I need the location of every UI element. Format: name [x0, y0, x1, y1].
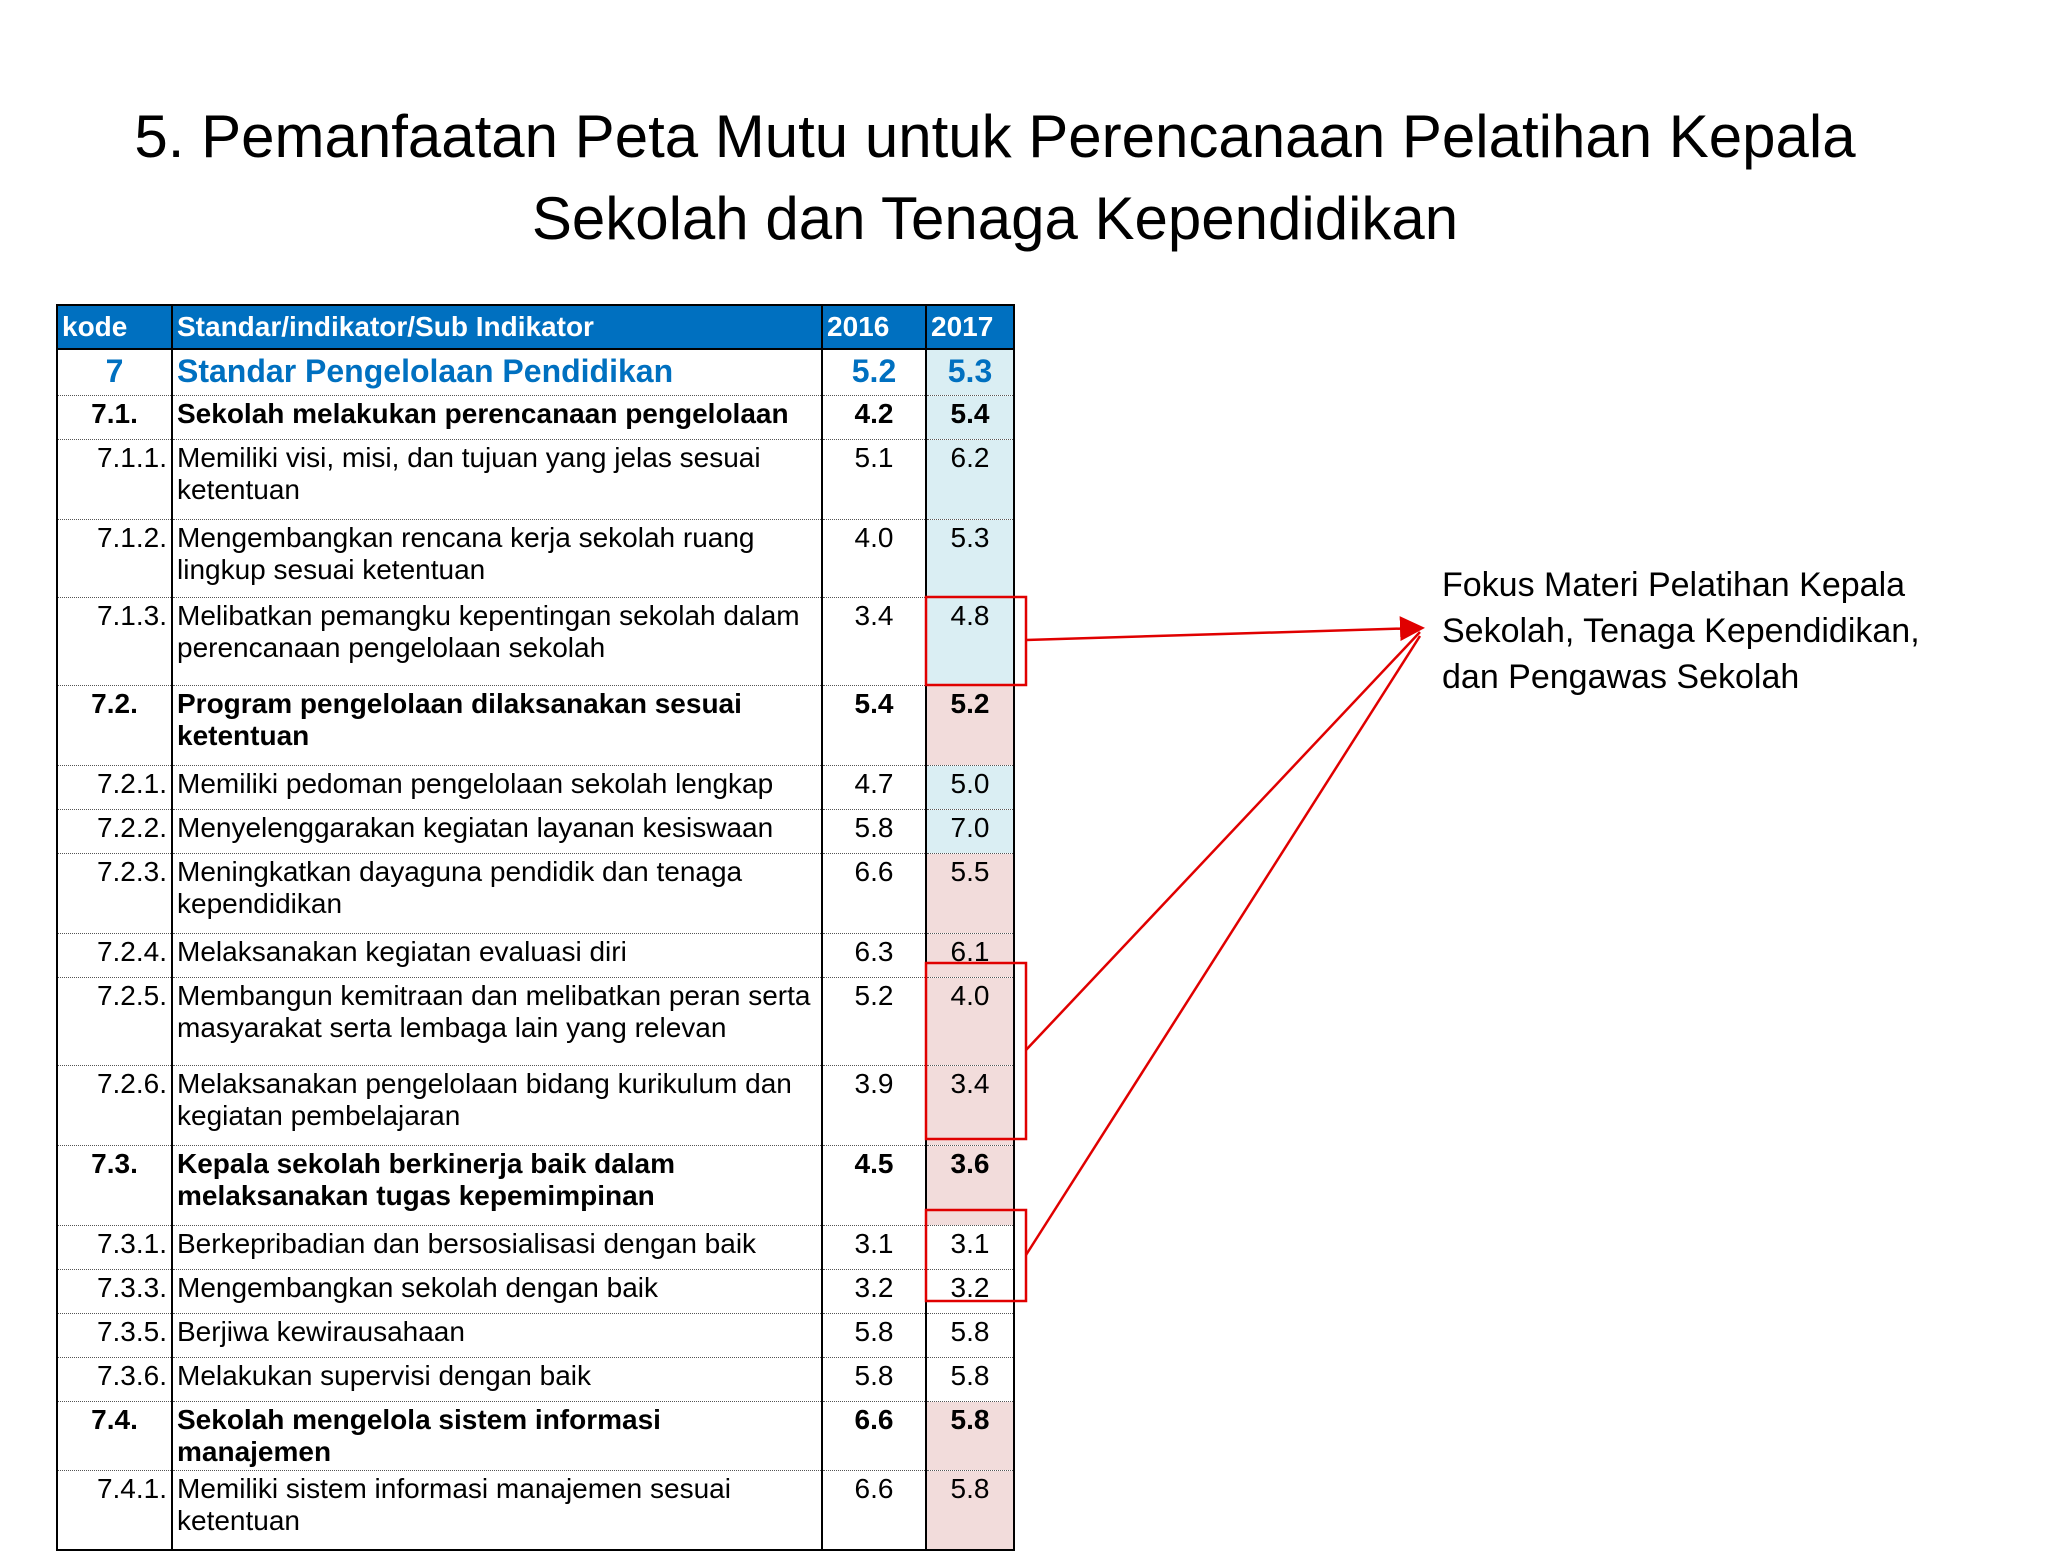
row-value-2017: 3.6: [926, 1145, 1014, 1225]
row-kode: 7.2.2.: [57, 809, 172, 853]
slide-title-line-1: 5. Pemanfaatan Peta Mutu untuk Perencanaan Pelatihan Kepala: [134, 103, 1856, 170]
row-kode: 7.1.1.: [57, 439, 172, 519]
row-value-2017: 5.8: [926, 1313, 1014, 1357]
row-value-2016: 6.6: [822, 1470, 926, 1550]
row-label: Melaksanakan kegiatan evaluasi diri: [172, 933, 822, 977]
header-kode: kode: [57, 305, 172, 349]
row-value-2017: 3.2: [926, 1269, 1014, 1313]
row-value-2017: 5.8: [926, 1470, 1014, 1550]
row-kode: 7.2.3.: [57, 853, 172, 933]
row-value-2017: 5.2: [926, 685, 1014, 765]
row-value-2016: 3.4: [822, 597, 926, 685]
row-label: Memiliki sistem informasi manajemen sesuai ketentuan: [172, 1470, 822, 1550]
row-label: Melibatkan pemangku kepentingan sekolah dalam perencanaan pengelolaan sekolah: [172, 597, 822, 685]
row-value-2016: 5.8: [822, 809, 926, 853]
row-kode: 7: [57, 349, 172, 395]
row-kode: 7.1.3.: [57, 597, 172, 685]
row-value-2016: 5.2: [822, 977, 926, 1065]
row-label: Berjiwa kewirausahaan: [172, 1313, 822, 1357]
row-kode: 7.4.1.: [57, 1470, 172, 1550]
row-value-2017: 5.5: [926, 853, 1014, 933]
row-value-2017: 3.1: [926, 1225, 1014, 1269]
row-label: Melaksanakan pengelolaan bidang kurikulum dan kegiatan pembelajaran: [172, 1065, 822, 1145]
focus-callout-line-1: Fokus Materi Pelatihan Kepala: [1442, 566, 1906, 604]
row-kode: 7.3.1.: [57, 1225, 172, 1269]
row-label: Mengembangkan rencana kerja sekolah ruang lingkup sesuai ketentuan: [172, 519, 822, 597]
highlight-box-7-2-5-7-2-6: [926, 963, 1026, 1139]
row-value-2017: 5.8: [926, 1357, 1014, 1401]
row-value-2016: 5.2: [822, 349, 926, 395]
row-value-2016: 4.2: [822, 395, 926, 439]
header-standar: Standar/indikator/Sub Indikator: [172, 305, 822, 349]
header-2016: 2016: [822, 305, 926, 349]
row-value-2016: 5.8: [822, 1357, 926, 1401]
row-value-2016: 4.7: [822, 765, 926, 809]
row-label: Meningkatkan dayaguna pendidik dan tenaga kependidikan: [172, 853, 822, 933]
row-label: Kepala sekolah berkinerja baik dalam melaksanakan tugas kepemimpinan: [172, 1145, 822, 1225]
row-label: Memiliki visi, misi, dan tujuan yang jelas sesuai ketentuan: [172, 439, 822, 519]
row-kode: 7.1.2.: [57, 519, 172, 597]
arrow-line-3: [1026, 636, 1420, 1255]
row-value-2017: 6.1: [926, 933, 1014, 977]
row-label: Memiliki pedoman pengelolaan sekolah lengkap: [172, 765, 822, 809]
row-value-2017: 4.8: [926, 597, 1014, 685]
row-value-2016: 5.4: [822, 685, 926, 765]
row-kode: 7.4.: [57, 1401, 172, 1470]
row-value-2017: 5.3: [926, 349, 1014, 395]
highlight-box-7-1-3: [926, 597, 1026, 685]
row-value-2016: 4.5: [822, 1145, 926, 1225]
row-label: Melakukan supervisi dengan baik: [172, 1357, 822, 1401]
row-value-2016: 6.3: [822, 933, 926, 977]
row-kode: 7.2.6.: [57, 1065, 172, 1145]
row-value-2017: 5.4: [926, 395, 1014, 439]
row-label: Menyelenggarakan kegiatan layanan kesiswaan: [172, 809, 822, 853]
row-kode: 7.2.: [57, 685, 172, 765]
row-label: Sekolah melakukan perencanaan pengelolaan: [172, 395, 822, 439]
row-value-2017: 6.2: [926, 439, 1014, 519]
header-2017: 2017: [926, 305, 1014, 349]
row-kode: 7.3.5.: [57, 1313, 172, 1357]
row-label: Standar Pengelolaan Pendidikan: [172, 349, 822, 395]
row-label: Sekolah mengelola sistem informasi manajemen: [172, 1401, 822, 1470]
row-value-2016: 4.0: [822, 519, 926, 597]
row-value-2017: 5.8: [926, 1401, 1014, 1470]
row-label: Berkepribadian dan bersosialisasi dengan baik: [172, 1225, 822, 1269]
row-value-2017: 5.0: [926, 765, 1014, 809]
highlight-box-7-3-1-7-3-3: [926, 1210, 1026, 1301]
row-value-2017: 5.3: [926, 519, 1014, 597]
row-kode: 7.2.4.: [57, 933, 172, 977]
row-value-2016: 3.1: [822, 1225, 926, 1269]
row-kode: 7.3.6.: [57, 1357, 172, 1401]
row-kode: 7.1.: [57, 395, 172, 439]
row-value-2017: 3.4: [926, 1065, 1014, 1145]
slide-title-line-2: Sekolah dan Tenaga Kependidikan: [531, 185, 1459, 252]
row-value-2017: 4.0: [926, 977, 1014, 1065]
row-kode: 7.2.1.: [57, 765, 172, 809]
row-label: Program pengelolaan dilaksanakan sesuai ketentuan: [172, 685, 822, 765]
row-value-2017: 7.0: [926, 809, 1014, 853]
focus-callout-line-3: dan Pengawas Sekolah: [1442, 658, 1800, 696]
arrow-line-2: [1026, 632, 1420, 1050]
row-value-2016: 5.8: [822, 1313, 926, 1357]
row-value-2016: 6.6: [822, 853, 926, 933]
row-value-2016: 3.9: [822, 1065, 926, 1145]
row-kode: 7.3.3.: [57, 1269, 172, 1313]
row-value-2016: 3.2: [822, 1269, 926, 1313]
row-kode: 7.3.: [57, 1145, 172, 1225]
row-value-2016: 5.1: [822, 439, 926, 519]
row-kode: 7.2.5.: [57, 977, 172, 1065]
row-label: Membangun kemitraan dan melibatkan peran serta masyarakat serta lembaga lain yang relevan: [172, 977, 822, 1065]
row-value-2016: 6.6: [822, 1401, 926, 1470]
row-label: Mengembangkan sekolah dengan baik: [172, 1269, 822, 1313]
arrow-line-1: [1026, 628, 1420, 640]
focus-callout-line-2: Sekolah, Tenaga Kependidikan,: [1442, 612, 1920, 650]
